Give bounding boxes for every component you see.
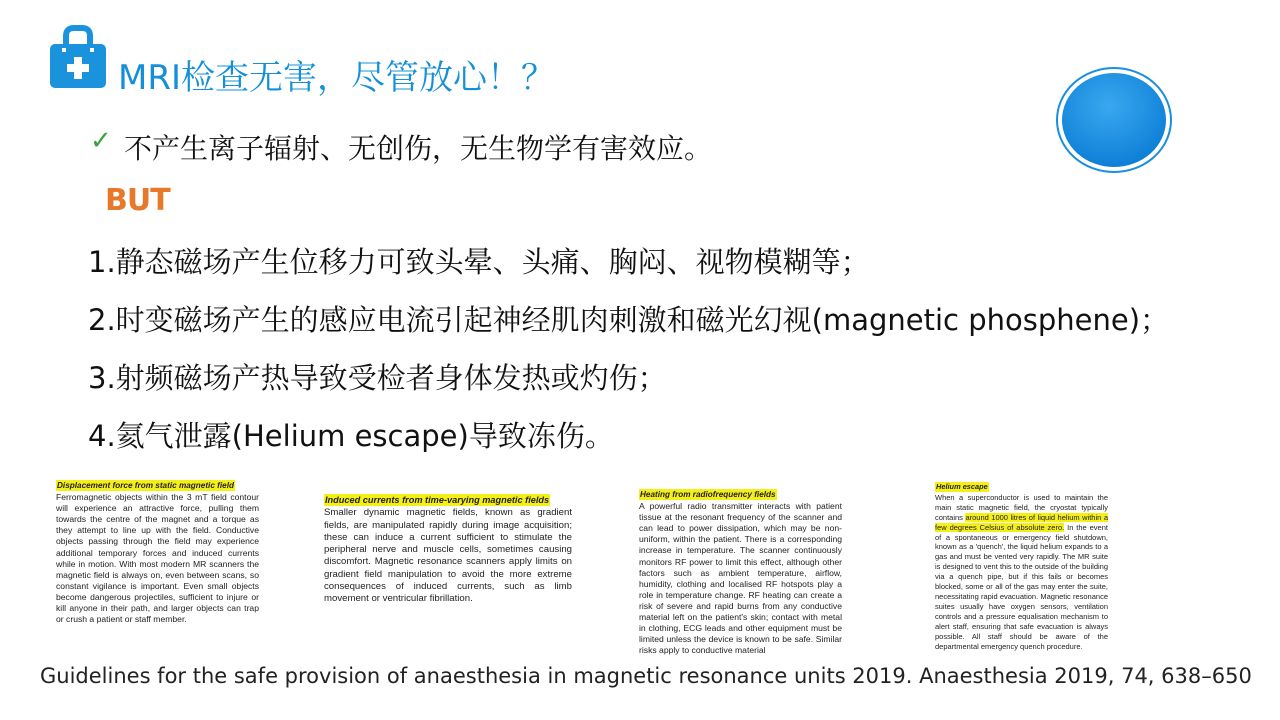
risk-item-3: 3.射频磁场产热导致受检者身体发热或灼伤； [88,361,667,395]
excerpt-heading: Helium escape [936,482,988,491]
excerpt-text: When a superconductor is used to maintain the main static magnetic field, the cryostat typically contains around 1000 litres of liquid helium within a few degrees Celsius of absolute zero. In the event of a spontaneous or emergency field shutdown, known as a 'quench', the liquid helium expands to a gas and must be vented very rapidly. The MR suite is designed to vent this to the outside of the building via a quench pipe, but if this fails or becomes blocked, some or all of the gas may enter the suite, necessitating rapid evacuation. Magnetic resonance suites usually have oxygen sensors, ventilation controls and a pressure equalisation mechanism to alert staff, ensuring that safe evacuation is always possible. All staff should be aware of the departmental emergency quench procedure. [935,492,1108,651]
excerpt-text: Smaller dynamic magnetic fields, known as gradient fields, are manipulated rapidly during image acquisition; these can induce a current sufficient to stimulate the peripheral nerve and muscle cells, sometimes causing discomfort. Magnetic resonance scanners apply limits on gradient field manipulation to avoid the more extreme consequences of induced currents, such as limb movement or ventricular fibrillation. [324,507,572,605]
decorative-circle [1055,66,1173,174]
excerpt-heading: Displacement force from static magnetic field [57,481,234,490]
medical-kit-icon [48,22,108,90]
but-label: BUT [105,183,170,218]
risk-item-2: 2.时变磁场产生的感应电流引起神经肌肉刺激和磁光幻视(magnetic phosphene)； [88,303,1170,337]
risk-item-1: 1.静态磁场产生位移力可致头晕、头痛、胸闷、视物模糊等； [88,245,870,279]
excerpt-heading: Heating from radiofrequency fields [640,490,776,499]
slide-title: MRI检查无害，尽管放心！？ [118,58,555,98]
excerpt-highlight: around 1000 litres of liquid helium within a few degrees Celsius of absolute zero. [935,512,1108,532]
excerpt-text: Ferromagnetic objects within the 3 mT field contour will experience an attractive force, pulling them towards the centre of the magnet and a torque as they attempt to line up with the field. Conductive objects passing through the field may experience additional temporary forces and induced currents while in motion. With most modern MR scanners the magnetic field is always on, even between scans, so constant vigilance is important. Even small objects become dangerous projectiles, sufficient to injure or kill anyone in their path, and larger objects can trap or crush a patient or staff member. [56,492,259,625]
citation: Guidelines for the safe provision of anaesthesia in magnetic resonance units 2019. Anaesthesia 2019, 74, 638–650 [40,664,1252,688]
check-icon: ✓ [90,126,112,156]
excerpt-displacement [56,480,259,625]
excerpt-induced-currents [324,494,572,606]
benefit-statement: 不产生离子辐射、无创伤，无生物学有害效应。 [124,132,713,165]
excerpt-heading: Induced currents from time-varying magnetic fields [325,495,550,505]
risk-item-4: 4.氦气泄露(Helium escape)导致冻伤。 [88,419,614,453]
excerpt-rf-heating [639,489,842,656]
excerpt-helium-escape [935,482,1108,651]
excerpt-text: A powerful radio transmitter interacts with patient tissue at the resonant frequency of the scanner and can lead to power dissipation, which may be non-uniform, within the patient. There is a corresponding increase in temperature. The scanner continuously monitors RF power to limit this effect, although other factors such as ambient temperature, airflow, humidity, clothing and localised RF hotspots play a role in temperature change. RF heating can create a risk of severe and rapid burns from any conductive material left on the patient's skin; contact with metal in clothing, ECG leads and other equipment must be limited unless the device is known to be safe. Similar risks apply to conductive material [639,501,842,656]
